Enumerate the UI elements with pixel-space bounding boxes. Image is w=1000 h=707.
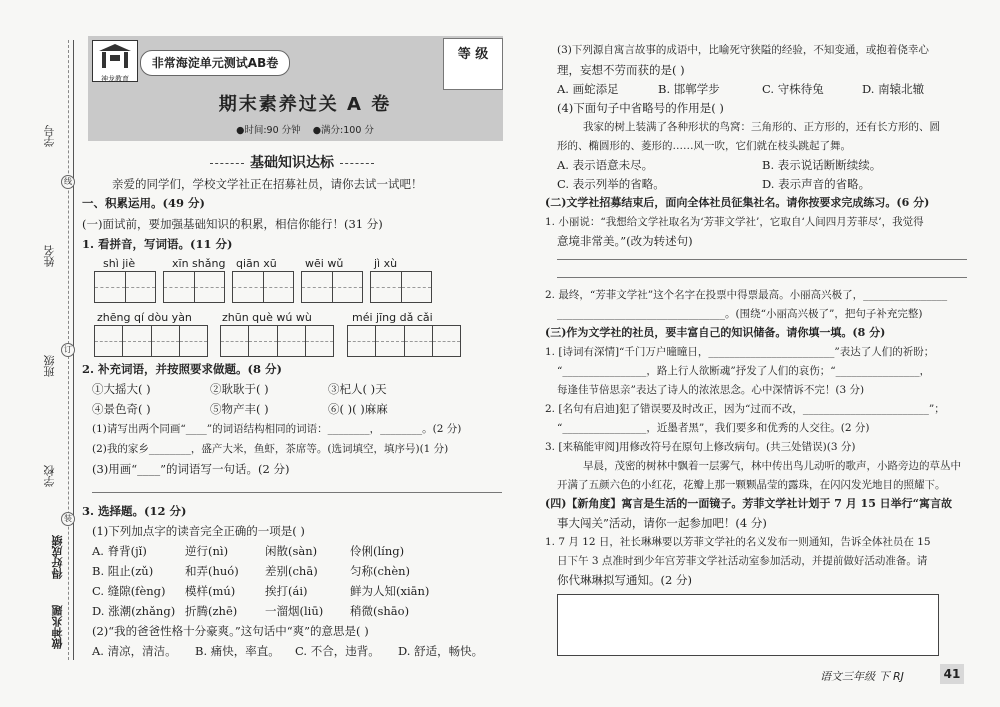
q3-option-b[interactable]: B. 阻止(zǔ) (92, 564, 154, 578)
class-label: 班级 (43, 355, 56, 377)
p4-q1: 1. 7 月 12 日，社长琳琳要以芳菲文学社的名义发布一则通知，告诉全体社员在 15 (545, 536, 931, 548)
gate-logo-icon (93, 41, 137, 71)
page-title: 期末素养过关 A 卷 (218, 94, 392, 115)
q3-sub-4-option-b[interactable]: B. 表示说话断断续续。 (762, 158, 882, 172)
q3-sub-4: (4)下面句子中省略号的作用是( ) (557, 101, 724, 115)
q2-item-4: ④景色奇( ) (92, 402, 151, 416)
q3-option-a-word: 逆行(nì) (185, 544, 229, 558)
page-number: 41 (940, 664, 964, 684)
p3-q1-cont: “________________，路上行人欲断魂”抒发了人们的哀伤；“________________， (557, 365, 931, 377)
pinyin-1: shì jiè (103, 257, 136, 270)
q2-item-2: ②耿耿于( ) (210, 382, 269, 396)
slogan-do-questions: 做神兆题 (51, 605, 64, 649)
p3-q3: 3. [来稿能审阅]用修改符号在原句上修改病句。(共三处错误)(3 分) (545, 441, 856, 453)
section-heading (192, 152, 392, 172)
p3-q1-end: 每逢佳节倍思亲”表达了诗人的浓浓思念。心中深情诉不完！(3 分) (557, 384, 865, 396)
q3-option-b-word: 差别(chā) (265, 564, 318, 578)
q2-item-3: ③杞人( )天 (328, 382, 387, 396)
publisher-logo (92, 40, 138, 82)
q3-option-d-word: 折腾(zhē) (185, 604, 238, 618)
q3-sub-3-option-b[interactable]: B. 邯郸学步 (658, 82, 720, 96)
course-label: 语文三年级 下 RJ (820, 670, 904, 683)
p3-q1: 1. [诗词有深情]“千门万户曈曈日，________________________”表达了人们的祈盼； (545, 346, 935, 358)
q3-sub-3-cont: 理，妄想不劳而获的是( ) (557, 63, 685, 77)
q3-sub-2-option-d[interactable]: D. 舒适，畅快。 (398, 644, 484, 658)
p4-q1-cont: 日下午 3 点准时到少年宫芳菲文学社活动室参加活动，并提前做好活动准备。请 (557, 555, 928, 567)
q2-sub-3: (3)用画“____”的词语写一句话。(2 分) (92, 462, 290, 476)
q3-option-d-word: 稍微(shāo) (350, 604, 410, 618)
q3-heading: 3. 选择题。(12 分) (82, 504, 187, 518)
part4-heading: (四)【新角度】寓言是生活的一面镜子。芳菲文学社计划于 7 月 15 日举行“寓言故 (545, 497, 953, 510)
q3-sub-4-option-a[interactable]: A. 表示语意未尽。 (557, 158, 654, 172)
exam-meta (180, 122, 430, 136)
q3-sub-3-option-d[interactable]: D. 南辕北辙 (862, 82, 925, 96)
q1-heading: 1. 看拼音，写词语。(11 分) (82, 237, 233, 251)
p2-q2: 2. 最终，“芳菲文学社”这个名字在投票中得票最高。小丽高兴极了，________________ (545, 289, 948, 301)
part1-heading: 一、积累运用。(49 分) (82, 196, 205, 210)
part1a-heading: (一)面试前，要加强基础知识的积累，相信你能行！(31 分) (82, 217, 383, 231)
part2-heading: (二)文学社招募结束后，面向全体社员征集社名。请你按要求完成练习。(6 分) (545, 196, 930, 209)
q3-option-b-word: 和弄(huó) (185, 564, 239, 578)
logo-text: 神龙教育 (101, 75, 129, 83)
part4-heading-cont: 事大闯关”活动，请你一起参加吧！(4 分) (557, 516, 767, 530)
intro-text: 亲爱的同学们，学校文学社正在招募社员，请你去试一试吧！ (112, 177, 423, 191)
seal-mark-bind: 订 (61, 343, 75, 357)
q3-sub-3-option-c[interactable]: C. 守株待兔 (762, 82, 824, 96)
q3-sub-4-passage-1: 我家的树上装满了各种形状的鸟窝：三角形的、正方形的，还有长方形的、圆 (583, 121, 940, 133)
school-label: 学校 (43, 465, 56, 487)
q3-option-c[interactable]: C. 缝隙(fèng) (92, 584, 166, 598)
q3-option-a-word: 闲散(sàn) (265, 544, 318, 558)
answer-grid[interactable] (163, 271, 225, 303)
section-heading-text: 基础知识达标 (250, 155, 334, 171)
q3-option-d[interactable]: D. 涨潮(zhǎng) (92, 604, 176, 618)
q3-option-c-word: 挨打(ái) (265, 584, 308, 598)
q3-sub-4-passage-2: 形的、椭圆形的、菱形的……风一吹，它们就在枝头跳起了舞。 (557, 140, 851, 152)
q3-sub-2: (2)“我的爸爸性格十分豪爽。”这句话中“爽”的意思是( ) (92, 624, 369, 638)
q3-sub-4-option-c[interactable]: C. 表示列举的省略。 (557, 177, 665, 191)
q3-sub-2-option-b[interactable]: B. 痛快，率直。 (195, 644, 280, 658)
q3-option-d-word: 一溜烟(liū) (265, 604, 324, 618)
p2-q2-cont: ________________________________。(围绕“小丽高兴极了”，把句子补充完整) (557, 308, 923, 320)
pinyin-2: xīn shǎng (172, 257, 226, 270)
pinyin-4: wēi wǔ (305, 257, 344, 270)
q3-sub-2-option-a[interactable]: A. 清凉，清洁。 (92, 644, 177, 658)
answer-grid[interactable] (94, 325, 208, 357)
answer-grid[interactable] (94, 271, 156, 303)
p3-q3-passage-1: 早晨，茂密的树林中飘着一层雾气，林中传出鸟儿动听的歌声，小路旁边的草丛中 (583, 460, 961, 472)
grade-box (443, 38, 503, 90)
answer-grid[interactable] (220, 325, 334, 357)
q3-sub-4-option-d[interactable]: D. 表示声音的省略。 (762, 177, 871, 191)
q3-option-a[interactable]: A. 脊背(jǐ) (92, 544, 147, 558)
q3-option-c-word: 模样(mú) (185, 584, 236, 598)
student-id-label: 学号 (43, 125, 56, 147)
pinyin-5: jì xù (374, 257, 398, 270)
q2-item-6: ⑥( )( )麻麻 (328, 402, 388, 416)
answer-line[interactable] (557, 259, 967, 260)
q2-item-5: ⑤物产丰( ) (210, 402, 269, 416)
q3-option-b-word: 匀称(chèn) (350, 564, 411, 578)
q3-sub-1: (1)下列加点字的读音完全正确的一项是( ) (92, 524, 305, 538)
time-limit: ●时间:90 分钟 (236, 125, 301, 136)
answer-line[interactable] (92, 492, 502, 493)
seal-mark-line: 线 (61, 175, 75, 189)
answer-grid[interactable] (347, 325, 461, 357)
p3-q3-passage-2: 开满了五颜六色的小红花，花瓣上那一颗颗晶莹的露珠，在闪闪发光地目的照耀下。 (557, 479, 946, 491)
q3-option-c-word: 鲜为人知(xiān) (350, 584, 430, 598)
answer-grid[interactable] (232, 271, 294, 303)
part3-heading: (三)作为文学社的社员，要丰富自己的知识储备。请你填一填。(8 分) (545, 326, 886, 339)
pinyin-8: méi jīng dǎ cǎi (352, 311, 433, 324)
q3-sub-3: (3)下列源自寓言故事的成语中，比喻死守狭隘的经验，不知变通，或抱着侥幸心 (557, 44, 929, 56)
q2-heading: 2. 补充词语，并按照要求做题。(8 分) (82, 362, 282, 376)
pinyin-3: qiān xū (236, 257, 277, 270)
notice-answer-box[interactable] (557, 594, 939, 656)
p3-q2: 2. [名句有启迪]犯了错误要及时改正，因为“过而不改，________________________”； (545, 403, 945, 415)
series-tag: 非常海淀单元测试AB卷 (140, 50, 290, 76)
q2-item-1: ①大摇大( ) (92, 382, 151, 396)
p2-q1: 1. 小丽说：“我想给文学社取名为‘芳菲文学社’，它取自‘人间四月芳菲尽’，我觉得 (545, 216, 924, 228)
name-label: 姓名 (43, 245, 56, 267)
grade-label: 等 级 (457, 47, 489, 62)
p4-q1-end: 你代琳琳拟写通知。(2 分) (557, 573, 692, 587)
pinyin-6: zhēng qí dòu yàn (97, 311, 192, 324)
p2-q1-cont: 意境非常美。”(改为转述句) (557, 234, 693, 248)
pinyin-7: zhūn què wú wù (222, 311, 312, 324)
q3-sub-3-option-a[interactable]: A. 画蛇添足 (557, 82, 619, 96)
q2-sub-2: (2)我的家乡________，盛产大米，鱼虾，茶席等。(选词填空，填序号)(1 分) (92, 443, 449, 455)
full-score: ●满分:100 分 (312, 125, 374, 136)
seal-mark-pack: 装 (61, 512, 75, 526)
q3-option-a-word: 伶俐(líng) (350, 544, 405, 558)
q2-sub-1: (1)请写出两个同画“____”的词语结构相同的词语：________，________。(2 分) (92, 423, 462, 435)
answer-grid[interactable] (370, 271, 432, 303)
answer-line[interactable] (557, 277, 967, 278)
answer-grid[interactable] (301, 271, 363, 303)
q3-sub-2-option-c[interactable]: C. 不合，违背。 (295, 644, 380, 658)
slogan-good-scores: 得好成绩 (51, 535, 64, 579)
p3-q2-cont: “________________，近墨者黑”，我们要多和优秀的人交往。(2 分) (557, 422, 870, 434)
